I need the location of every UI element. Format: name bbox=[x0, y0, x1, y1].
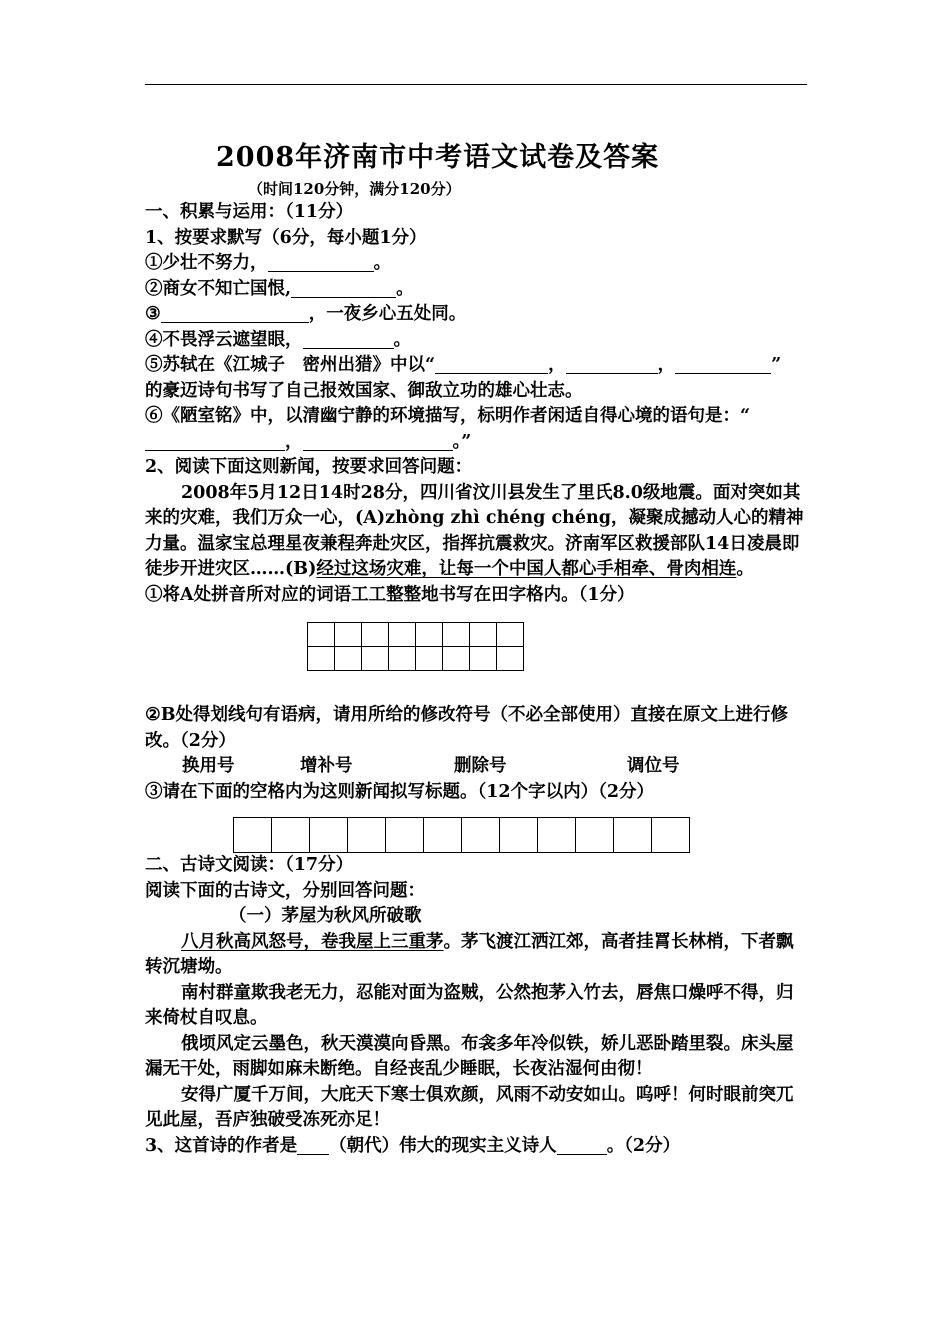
symbol-replace: 换用号 bbox=[182, 756, 235, 776]
symbol-delete: 删除号 bbox=[454, 756, 507, 776]
question-3-text: 3、这首诗的作者是 bbox=[145, 1135, 298, 1156]
news-passage bbox=[145, 481, 809, 583]
header-rule bbox=[145, 84, 807, 85]
question-2-heading: 2、阅读下面这则新闻，按要求回答问题： bbox=[145, 457, 473, 477]
edit-symbols bbox=[145, 754, 809, 780]
poem-title: （一）茅屋为秋风所破歌 bbox=[229, 906, 422, 926]
answer-blank[interactable] bbox=[675, 354, 771, 374]
q2-item-1: ①将A处拼音所对应的词语工工整整地书写在田字格内。（1分） bbox=[145, 584, 635, 605]
q1-item-6: ⑥《陋室铭》中，以清幽宁静的环境描写，标明作者闲适自得心境的语句是：“ bbox=[145, 406, 751, 426]
q1-item-5 bbox=[145, 353, 809, 379]
section-1-heading: 一、积累与运用：（11分） bbox=[145, 202, 354, 222]
question-3 bbox=[145, 1134, 809, 1160]
answer-blank[interactable] bbox=[435, 354, 548, 374]
q1-item-5-text: ⑤苏轼在《江城子 密州出猎》中以“ bbox=[145, 355, 436, 375]
answer-blank[interactable] bbox=[303, 329, 394, 349]
q1-item-4-text: ④不畏浮云遮望眼， bbox=[145, 329, 303, 350]
poem-stanza-2: 南村群童欺我老无力，忍能对面为盗贼，公然抱茅入竹去，唇焦口燥呼不得，归来倚杖自叹息。 bbox=[145, 982, 794, 1028]
answer-blank[interactable] bbox=[297, 1135, 329, 1155]
poem-stanza-1-rest: 。茅飞渡江洒江郊，高者挂罥长林梢，下者飘转沉塘坳。 bbox=[145, 931, 794, 977]
headline-grid[interactable] bbox=[233, 817, 690, 853]
news-end: 。 bbox=[736, 559, 754, 579]
answer-blank[interactable] bbox=[145, 431, 285, 451]
comma: ， bbox=[657, 355, 676, 375]
q2-item-3: ③请在下面的空格内为这则新闻拟写标题。（12个字以内）（2分） bbox=[145, 781, 655, 802]
answer-blank[interactable] bbox=[161, 303, 309, 323]
q1-item-2 bbox=[145, 277, 809, 303]
news-text: 2008年5月12日14时28分，四川省汶川县发生了里氏8.0级地震。面对突如其来的灾难，我们万众一心，(A)zhòng zhì chéng chéng，凝聚成撼动人心的精神力量。温家宝总理星夜兼程奔赴灾区，指挥抗震救灾。济南军区救援部队14日凌晨即徒步开进灾区……(B) bbox=[145, 482, 804, 579]
exam-info: （时间120分钟，满分120分） bbox=[248, 180, 461, 198]
writing-grid-pinyin[interactable] bbox=[307, 622, 524, 671]
q1-item-6-answer bbox=[145, 430, 809, 456]
q1-item-4-end: 。 bbox=[393, 329, 411, 350]
question-3-end: 。（2分） bbox=[606, 1135, 681, 1156]
underlined-sentence: 经过这场灾难，让每一个中国人都心手相牵、骨肉相连 bbox=[316, 559, 737, 579]
q1-item-2-text: ②商女不知亡国恨, bbox=[145, 278, 292, 299]
exam-body bbox=[145, 200, 809, 1159]
q2-item-2: ②B处得划线句有语病，请用所给的修改符号（不必全部使用）直接在原文上进行修改。（2分） bbox=[145, 705, 788, 751]
q1-item-1-text: ①少壮不努力， bbox=[145, 253, 268, 273]
question-3-middle: （朝代）伟大的现实主义诗人 bbox=[329, 1135, 557, 1156]
answer-blank[interactable] bbox=[291, 278, 396, 298]
quote-end: ” bbox=[771, 355, 782, 375]
question-1-heading: 1、按要求默写（6分，每小题1分） bbox=[145, 227, 427, 248]
answer-blank[interactable] bbox=[566, 354, 658, 374]
section-2-heading: 二、古诗文阅读：（17分） bbox=[145, 855, 354, 875]
answer-blank[interactable] bbox=[303, 431, 453, 451]
underlined-line: 八月秋高风怒号，卷我屋上三重茅 bbox=[181, 931, 444, 952]
poem-stanza-3: 俄顷风定云墨色，秋天漠漠向昏黑。布衾多年冷似铁，娇儿恶卧踏里裂。床头屋漏无干处，雨脚如麻未断绝。自经丧乱少睡眠，长夜沾湿何由彻！ bbox=[145, 1033, 794, 1079]
poem-stanza-1 bbox=[145, 930, 809, 981]
answer-blank[interactable] bbox=[557, 1135, 607, 1155]
q1-item-5-continued: 的豪迈诗句书写了自己报效国家、御敌立功的雄心壮志。 bbox=[145, 380, 583, 401]
q1-item-2-end: 。 bbox=[396, 278, 414, 299]
section-2-intro: 阅读下面的古诗文，分别回答问题： bbox=[145, 880, 425, 901]
symbol-reorder: 调位号 bbox=[627, 756, 680, 776]
page-title: 2008年济南市中考语文试卷及答案 bbox=[216, 142, 660, 173]
symbol-insert: 增补号 bbox=[300, 756, 353, 776]
q1-item-1-end: 。 bbox=[373, 253, 391, 273]
quote-end: 。” bbox=[452, 431, 472, 452]
q1-item-3-text: ③ bbox=[145, 304, 161, 324]
comma: ， bbox=[285, 431, 303, 452]
q1-item-3 bbox=[145, 302, 809, 328]
q1-item-3-end: ，一夜乡心五处同。 bbox=[308, 304, 467, 324]
q1-item-4 bbox=[145, 328, 809, 354]
comma: ， bbox=[548, 355, 566, 375]
q1-item-1 bbox=[145, 251, 809, 277]
answer-blank[interactable] bbox=[268, 252, 374, 272]
poem-stanza-4: 安得广厦千万间，大庇天下寒士俱欢颜，风雨不动安如山。呜呼！何时眼前突兀见此屋，吾庐独破受冻死亦足！ bbox=[145, 1084, 794, 1130]
